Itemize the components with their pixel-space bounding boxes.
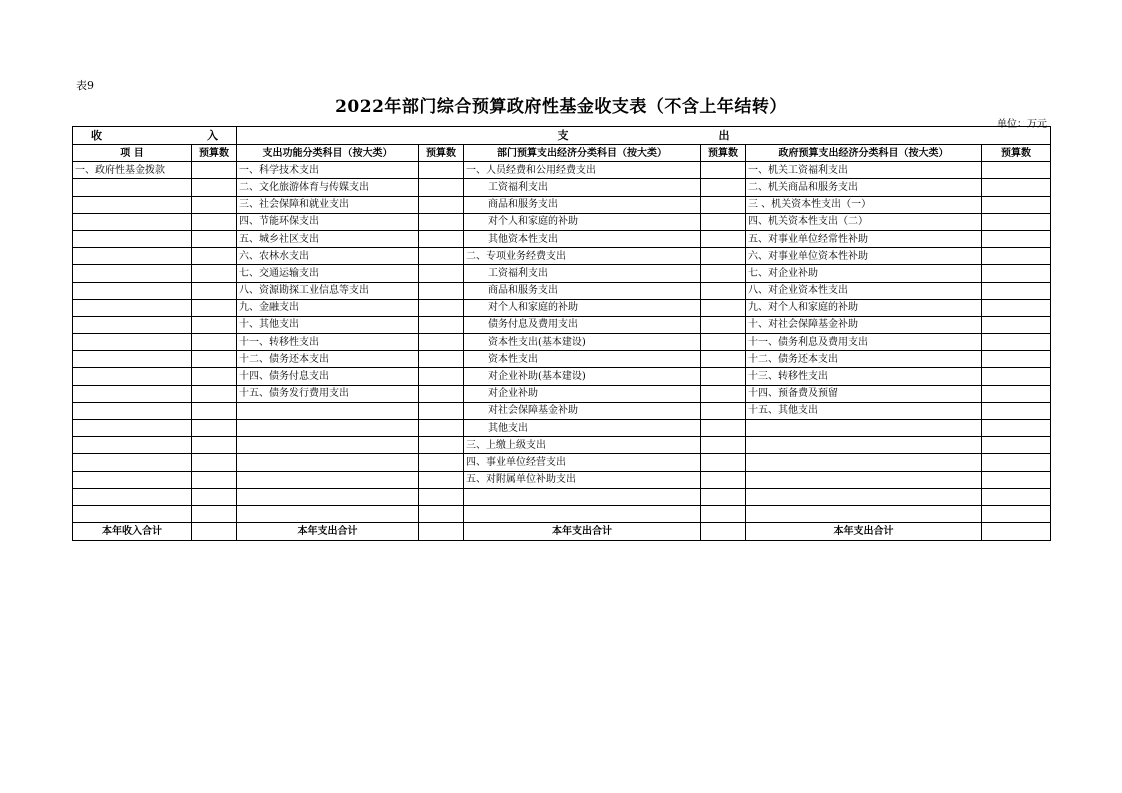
header-row-1 (73, 127, 1051, 145)
col-item-header: 项 目 (73, 145, 192, 162)
table-row (73, 454, 1051, 471)
amount-cell (192, 162, 237, 179)
amount-cell (419, 230, 464, 247)
func-item-cell: 十、其他支出 (237, 316, 419, 333)
amount-cell (192, 368, 237, 385)
amount-cell (982, 385, 1051, 402)
amount-cell (419, 454, 464, 471)
amount-cell (982, 299, 1051, 316)
dept-item-cell: 工资福利支出 (464, 179, 701, 196)
amount-cell (192, 248, 237, 265)
income-item-cell (73, 265, 192, 282)
table-number: 表9 (76, 79, 94, 92)
table-row (73, 248, 1051, 265)
table-row (73, 368, 1051, 385)
func-item-cell: 十五、债务发行费用支出 (237, 385, 419, 402)
gov-total-label: 本年支出合计 (746, 523, 982, 541)
amount-cell (982, 454, 1051, 471)
amount-cell (982, 248, 1051, 265)
amount-cell (192, 437, 237, 454)
dept-item-cell (464, 488, 701, 505)
func-total-label: 本年支出合计 (237, 523, 419, 541)
dept-item-cell: 五、对附属单位补助支出 (464, 471, 701, 488)
amount-cell (701, 299, 746, 316)
dept-item-cell: 其他资本性支出 (464, 230, 701, 247)
amount-cell (982, 505, 1051, 522)
gov-item-cell: 九、对个人和家庭的补助 (746, 299, 982, 316)
amount-cell (701, 351, 746, 368)
amount-cell (982, 402, 1051, 419)
dept-item-cell: 商品和服务支出 (464, 196, 701, 213)
income-item-cell (73, 230, 192, 247)
table-row (73, 316, 1051, 333)
dept-item-cell: 对个人和家庭的补助 (464, 213, 701, 230)
func-item-cell (237, 454, 419, 471)
dept-item-cell: 工资福利支出 (464, 265, 701, 282)
amount-cell (701, 196, 746, 213)
amount-cell (701, 523, 746, 541)
gov-item-cell: 十四、预备费及预留 (746, 385, 982, 402)
func-item-cell: 六、农林水支出 (237, 248, 419, 265)
amount-cell (982, 420, 1051, 437)
func-item-cell: 十二、债务还本支出 (237, 351, 419, 368)
table-row (73, 437, 1051, 454)
income-item-cell (73, 454, 192, 471)
col-gov-header: 政府预算支出经济分类科目（按大类） (746, 145, 982, 162)
income-item-cell (73, 248, 192, 265)
amount-cell (419, 265, 464, 282)
income-item-cell (73, 420, 192, 437)
gov-item-cell: 十、对社会保障基金补助 (746, 316, 982, 333)
amount-cell (419, 282, 464, 299)
income-item-cell (73, 505, 192, 522)
dept-item-cell: 资本性支出(基本建设) (464, 334, 701, 351)
amount-cell (701, 454, 746, 471)
amount-cell (192, 334, 237, 351)
dept-item-cell: 其他支出 (464, 420, 701, 437)
table-row (73, 299, 1051, 316)
amount-cell (192, 316, 237, 333)
amount-cell (982, 316, 1051, 333)
amount-cell (701, 282, 746, 299)
func-item-cell: 十四、债务付息支出 (237, 368, 419, 385)
amount-cell (982, 282, 1051, 299)
amount-cell (192, 230, 237, 247)
table-row (73, 505, 1051, 522)
income-header: 收 入 (73, 127, 237, 145)
col-amount-header: 预算数 (192, 145, 237, 162)
amount-cell (701, 385, 746, 402)
amount-cell (192, 420, 237, 437)
amount-cell (192, 351, 237, 368)
table-row (73, 162, 1051, 179)
amount-cell (419, 162, 464, 179)
func-item-cell: 九、金融支出 (237, 299, 419, 316)
amount-cell (701, 402, 746, 419)
amount-cell (982, 334, 1051, 351)
func-item-cell: 八、资源勘探工业信息等支出 (237, 282, 419, 299)
amount-cell (192, 505, 237, 522)
col-amount-header: 预算数 (701, 145, 746, 162)
func-item-cell: 四、节能环保支出 (237, 213, 419, 230)
dept-item-cell: 对社会保障基金补助 (464, 402, 701, 419)
amount-cell (701, 488, 746, 505)
amount-cell (982, 351, 1051, 368)
table-row (73, 471, 1051, 488)
amount-cell (192, 471, 237, 488)
col-func-header: 支出功能分类科目（按大类） (237, 145, 419, 162)
gov-item-cell (746, 437, 982, 454)
func-item-cell (237, 420, 419, 437)
amount-cell (192, 179, 237, 196)
amount-cell (982, 230, 1051, 247)
amount-cell (192, 488, 237, 505)
dept-item-cell: 商品和服务支出 (464, 282, 701, 299)
income-item-cell (73, 437, 192, 454)
amount-cell (701, 230, 746, 247)
dept-item-cell: 对企业补助(基本建设) (464, 368, 701, 385)
gov-item-cell (746, 505, 982, 522)
table-row (73, 402, 1051, 419)
income-item-cell (73, 368, 192, 385)
gov-item-cell (746, 488, 982, 505)
page-title: 2022年部门综合预算政府性基金收支表（不含上年结转） (335, 97, 787, 117)
amount-cell (701, 368, 746, 385)
gov-item-cell: 四、机关资本性支出（二） (746, 213, 982, 230)
func-item-cell (237, 505, 419, 522)
table-row (73, 282, 1051, 299)
gov-item-cell: 十一、债务利息及费用支出 (746, 334, 982, 351)
func-item-cell (237, 488, 419, 505)
col-amount-header: 预算数 (419, 145, 464, 162)
amount-cell (419, 334, 464, 351)
amount-cell (701, 334, 746, 351)
table-row (73, 385, 1051, 402)
dept-item-cell: 对企业补助 (464, 385, 701, 402)
gov-item-cell (746, 454, 982, 471)
amount-cell (982, 368, 1051, 385)
gov-item-cell (746, 420, 982, 437)
amount-cell (419, 488, 464, 505)
table-row (73, 179, 1051, 196)
amount-cell (982, 523, 1051, 541)
amount-cell (419, 196, 464, 213)
income-item-cell (73, 488, 192, 505)
func-item-cell: 十一、转移性支出 (237, 334, 419, 351)
amount-cell (192, 385, 237, 402)
amount-cell (982, 196, 1051, 213)
col-amount-header: 预算数 (982, 145, 1051, 162)
table-row (73, 196, 1051, 213)
amount-cell (419, 523, 464, 541)
table-row (73, 265, 1051, 282)
income-item-cell (73, 316, 192, 333)
amount-cell (701, 505, 746, 522)
amount-cell (701, 420, 746, 437)
amount-cell (982, 213, 1051, 230)
dept-item-cell: 二、专项业务经费支出 (464, 248, 701, 265)
table-row (73, 334, 1051, 351)
gov-item-cell: 二、机关商品和服务支出 (746, 179, 982, 196)
income-item-cell (73, 402, 192, 419)
gov-item-cell: 十二、债务还本支出 (746, 351, 982, 368)
budget-table (72, 126, 1051, 541)
amount-cell (419, 471, 464, 488)
table-row (73, 230, 1051, 247)
amount-cell (982, 265, 1051, 282)
dept-item-cell: 对个人和家庭的补助 (464, 299, 701, 316)
dept-item-cell (464, 505, 701, 522)
func-item-cell: 三、社会保障和就业支出 (237, 196, 419, 213)
gov-item-cell: 六、对事业单位资本性补助 (746, 248, 982, 265)
amount-cell (192, 196, 237, 213)
amount-cell (419, 505, 464, 522)
amount-cell (419, 437, 464, 454)
amount-cell (982, 471, 1051, 488)
func-item-cell: 七、交通运输支出 (237, 265, 419, 282)
amount-cell (982, 488, 1051, 505)
amount-cell (982, 162, 1051, 179)
table-row (73, 420, 1051, 437)
income-item-cell (73, 299, 192, 316)
amount-cell (192, 454, 237, 471)
total-row (73, 523, 1051, 541)
amount-cell (192, 213, 237, 230)
gov-item-cell: 五、对事业单位经常性补助 (746, 230, 982, 247)
amount-cell (419, 213, 464, 230)
unit-label: 单位：万元 (997, 119, 1047, 130)
gov-item-cell: 七、对企业补助 (746, 265, 982, 282)
income-item-cell (73, 196, 192, 213)
amount-cell (701, 316, 746, 333)
amount-cell (701, 437, 746, 454)
dept-item-cell: 资本性支出 (464, 351, 701, 368)
amount-cell (701, 162, 746, 179)
amount-cell (982, 179, 1051, 196)
income-item-cell (73, 351, 192, 368)
gov-item-cell: 一、机关工资福利支出 (746, 162, 982, 179)
amount-cell (419, 402, 464, 419)
amount-cell (192, 523, 237, 541)
gov-item-cell: 十五、其他支出 (746, 402, 982, 419)
amount-cell (192, 282, 237, 299)
gov-item-cell: 十三、转移性支出 (746, 368, 982, 385)
amount-cell (419, 316, 464, 333)
func-item-cell: 二、文化旅游体育与传媒支出 (237, 179, 419, 196)
income-item-cell (73, 213, 192, 230)
amount-cell (982, 437, 1051, 454)
header-row-2 (73, 145, 1051, 162)
func-item-cell: 五、城乡社区支出 (237, 230, 419, 247)
table-row (73, 351, 1051, 368)
gov-item-cell (746, 471, 982, 488)
income-total-label: 本年收入合计 (73, 523, 192, 541)
amount-cell (701, 471, 746, 488)
amount-cell (419, 179, 464, 196)
income-item-cell (73, 179, 192, 196)
func-item-cell: 一、科学技术支出 (237, 162, 419, 179)
gov-item-cell: 八、对企业资本性支出 (746, 282, 982, 299)
col-dept-header: 部门预算支出经济分类科目（按大类） (464, 145, 701, 162)
dept-item-cell: 一、人员经费和公用经费支出 (464, 162, 701, 179)
amount-cell (419, 351, 464, 368)
income-item-cell: 一、政府性基金拨款 (73, 162, 192, 179)
amount-cell (419, 248, 464, 265)
amount-cell (701, 179, 746, 196)
income-item-cell (73, 282, 192, 299)
amount-cell (701, 248, 746, 265)
amount-cell (192, 299, 237, 316)
amount-cell (701, 213, 746, 230)
income-item-cell (73, 385, 192, 402)
amount-cell (192, 265, 237, 282)
income-item-cell (73, 334, 192, 351)
dept-total-label: 本年支出合计 (464, 523, 701, 541)
expense-header: 支 出 (237, 127, 1051, 145)
amount-cell (419, 368, 464, 385)
amount-cell (419, 385, 464, 402)
func-item-cell (237, 402, 419, 419)
amount-cell (419, 420, 464, 437)
func-item-cell (237, 437, 419, 454)
table-row (73, 488, 1051, 505)
amount-cell (701, 265, 746, 282)
func-item-cell (237, 471, 419, 488)
gov-item-cell: 三 、机关资本性支出（一） (746, 196, 982, 213)
dept-item-cell: 四、事业单位经营支出 (464, 454, 701, 471)
amount-cell (192, 402, 237, 419)
amount-cell (419, 299, 464, 316)
table-row (73, 213, 1051, 230)
dept-item-cell: 三、上缴上级支出 (464, 437, 701, 454)
dept-item-cell: 债务付息及费用支出 (464, 316, 701, 333)
income-item-cell (73, 471, 192, 488)
